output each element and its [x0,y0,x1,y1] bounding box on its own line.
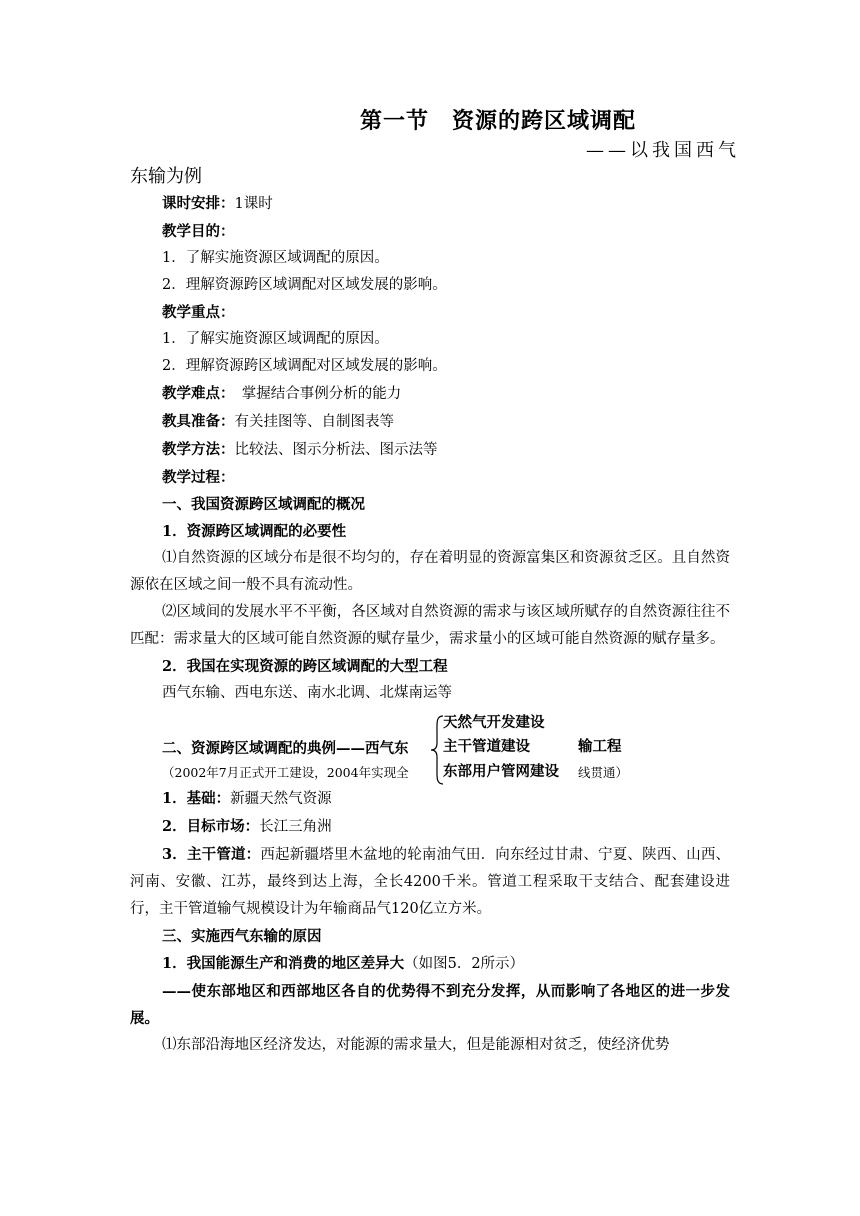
tools-value: 有关挂图等、自制图表等 [234,414,394,430]
document-body [130,190,730,1059]
item-market [130,813,730,841]
difficulty-value: 掌握结合事例分析的能力 [227,386,402,402]
branch-item: 天然气开发建设 [443,714,545,731]
paragraph: ⑴东部沿海地区经济发达，对能源的需求量大，但是能源相对贫乏，使经济优势 [162,1037,670,1053]
item-label: 3．主干管道： [162,846,261,863]
difficulty [130,380,730,408]
section-heading: 三、实施西气东输的原因 [162,928,322,945]
subsection-heading: 1．资源跨区域调配的必要性 [162,523,347,540]
paragraph: ⑵区域间的发展水平不平衡，各区域对自然资源的需求与该区域所赋存的自然资源往往不匹配：需求量大的区域可能自然资源的赋存量少，需求量小的区域可能自然资源的赋存量多。 [130,604,730,647]
emphasis-paragraph: ——使东部地区和西部地区各自的优势得不到充分发挥，从而影响了各地区的进一步发展。 [130,983,730,1027]
key-point-item: 2．理解资源跨区域调配对区域发展的影响。 [162,358,447,374]
difficulty-label: 教学难点： [162,385,228,402]
class-hours-value: 1课时 [234,196,273,212]
item-pipeline [130,841,730,923]
item-label: 2．目标市场： [162,818,260,835]
process-label: 教学过程： [162,469,235,486]
tools-label: 教具准备： [162,413,235,430]
figure-reference: （如图5．2所示） [404,956,525,972]
branch-item: 东部用户管网建设 [443,763,559,780]
methods-value: 比较法、图示分析法、图示法等 [234,442,438,458]
project-note-tail: 线贯通） [578,765,629,780]
key-points-label: 教学重点： [162,304,235,321]
page-title: 第一节 资源的跨区域调配 [360,108,637,134]
project-note: （2002年7月正式开工建设，2004年实现全 [162,765,409,780]
class-hours [130,190,730,218]
section-heading: 一、我国资源跨区域调配的概况 [162,496,365,513]
class-hours-label: 课时安排： [162,195,235,212]
paragraph: ⑴自然资源的区域分布是很不均匀的，存在着明显的资源富集区和资源贫乏区。且自然资源依在区域之间一般不具有流动性。 [130,550,730,593]
section-heading-tail: 输工程 [578,738,622,755]
subsection-heading: 2．我国在实现资源的跨区域调配的大型工程 [162,658,448,675]
paragraph: 西气东输、西电东送、南水北调、北煤南运等 [162,685,452,701]
brace-icon [430,715,444,785]
item-value: 新疆天然气资源 [230,791,332,807]
item-value: 西起新疆塔里木盆地的轮南油气田．向东经过甘肃、宁夏、陕西、山西、河南、安徽、江苏，最终到达上海，全长4200千米。管道工程采取干支结合、配套建设进行，主干管道输气规模设计为年输商品气120亿立方米。 [130,847,731,917]
goal-item: 2．理解资源跨区域调配对区域发展的影响。 [162,277,447,293]
section-heading: 二、资源跨区域调配的典例——西气东 [162,740,409,757]
subsection-heading-text: 1．我国能源生产和消费的地区差异大 [162,955,405,972]
tools [130,408,730,436]
project-structure-diagram [130,709,730,785]
goals-label: 教学目的： [162,223,235,240]
subsection-heading [130,950,730,978]
item-label: 1．基础： [162,790,231,807]
goal-item: 1．了解实施资源区域调配的原因。 [162,250,389,266]
item-basis [130,785,730,813]
branch-item: 主干管道建设 [443,738,530,755]
key-point-item: 1．了解实施资源区域调配的原因。 [162,331,389,347]
item-value: 长江三角洲 [259,819,332,835]
page-subtitle-continued: 东输为例 [130,166,202,187]
methods-label: 教学方法： [162,441,235,458]
page-subtitle: ——以我国西气 [586,140,740,161]
methods [130,436,730,464]
